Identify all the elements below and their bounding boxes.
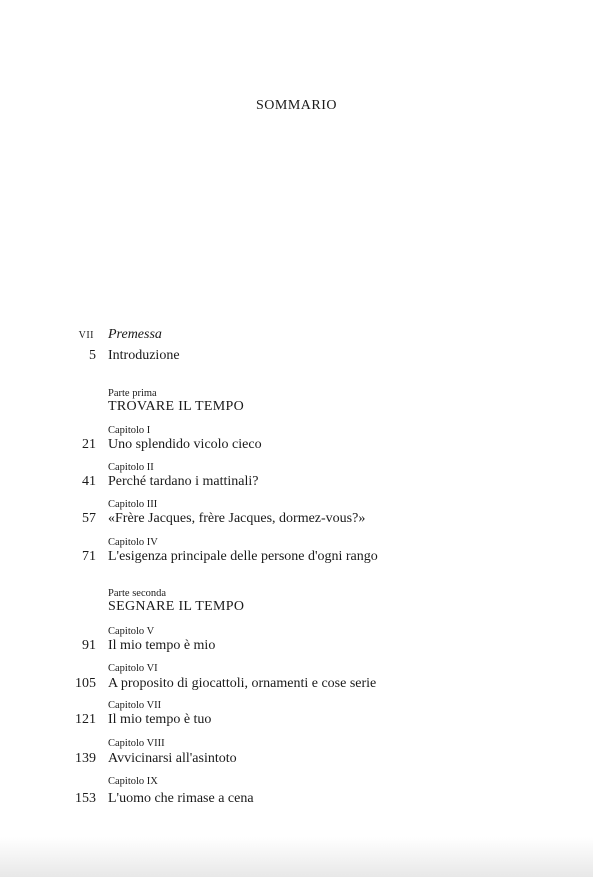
toc-entry-chapter[interactable] [0, 676, 593, 696]
toc-entry-chapter[interactable] [0, 437, 593, 457]
part-label: Parte seconda [108, 588, 167, 599]
toc-page-number: 21 [82, 437, 96, 452]
toc-entry-chapter[interactable] [0, 791, 593, 811]
chapter-label: Capitolo VII [108, 700, 162, 711]
chapter-label: Capitolo VI [108, 663, 158, 674]
toc-entry-title: Avvicinarsi all'asintoto [108, 751, 237, 766]
toc-page-number: 71 [82, 549, 96, 564]
toc-entry-title: Uno splendido vicolo cieco [108, 437, 262, 452]
toc-page-number: 139 [75, 751, 96, 766]
toc-entry-premessa[interactable] [0, 327, 593, 347]
toc-page-number: 105 [75, 676, 96, 691]
chapter-label: Capitolo IX [108, 776, 158, 787]
toc-page-number: 57 [82, 511, 96, 526]
toc-page-number: 153 [75, 791, 96, 806]
part-title: SEGNARE IL TEMPO [108, 599, 245, 614]
toc-entry-chapter[interactable] [0, 549, 593, 569]
toc-entry-title: Premessa [108, 327, 162, 342]
toc-entry-title: Il mio tempo è tuo [108, 712, 212, 727]
toc-page-number: 91 [82, 638, 96, 653]
toc-entry-title: «Frère Jacques, frère Jacques, dormez-vous?» [108, 511, 366, 526]
page-bottom-shadow [0, 837, 593, 877]
chapter-label: Capitolo III [108, 499, 158, 510]
toc-page-number: 5 [89, 348, 96, 363]
part-title: TROVARE IL TEMPO [108, 399, 244, 414]
chapter-label: Capitolo II [108, 462, 154, 473]
toc-entry-title: Il mio tempo è mio [108, 638, 216, 653]
part-label: Parte prima [108, 388, 157, 399]
toc-entry-title: A proposito di giocattoli, ornamenti e cose serie [108, 676, 377, 691]
toc-entry-introduzione[interactable] [0, 348, 593, 368]
toc-entry-title: L'uomo che rimase a cena [108, 791, 254, 806]
chapter-label: Capitolo IV [108, 537, 158, 548]
chapter-label: Capitolo V [108, 626, 155, 637]
toc-entry-chapter[interactable] [0, 751, 593, 771]
toc-page-number: 121 [75, 712, 96, 727]
toc-entry-chapter[interactable] [0, 712, 593, 732]
toc-entry-chapter[interactable] [0, 474, 593, 494]
toc-entry-title: Perché tardano i mattinali? [108, 474, 259, 489]
chapter-label: Capitolo VIII [108, 738, 165, 749]
page-title: SOMMARIO [255, 98, 337, 113]
toc-page-number: VII [78, 330, 94, 341]
toc-page-number: 41 [82, 474, 96, 489]
chapter-label: Capitolo I [108, 425, 151, 436]
toc-entry-chapter[interactable] [0, 511, 593, 531]
toc-entry-chapter[interactable] [0, 638, 593, 658]
toc-entry-title: Introduzione [108, 348, 180, 363]
toc-entry-title: L'esigenza principale delle persone d'ogni rango [108, 549, 378, 564]
